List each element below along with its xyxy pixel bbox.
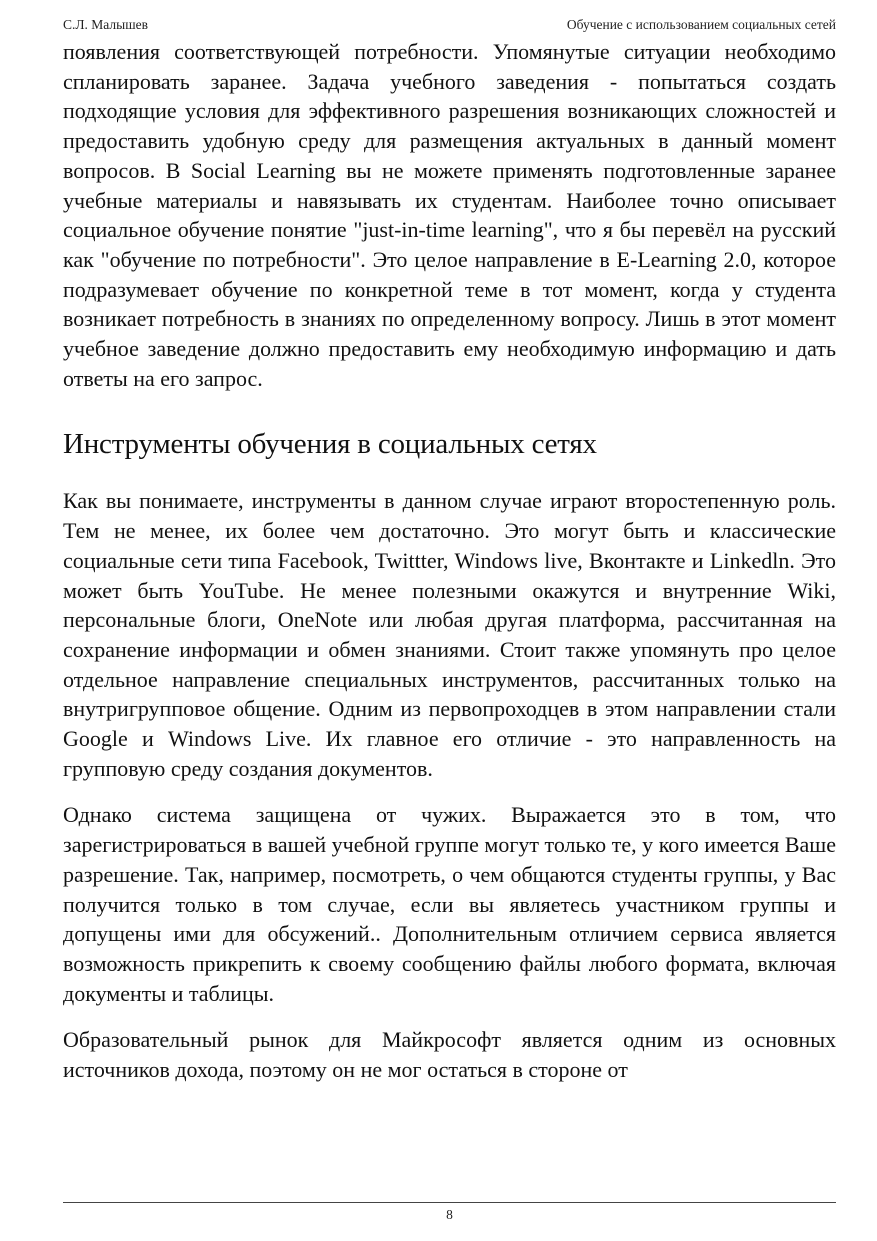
section-heading: Инструменты обучения в социальных сетях bbox=[63, 428, 597, 461]
footer-divider bbox=[63, 1202, 836, 1203]
document-page bbox=[63, 0, 836, 1241]
header-book-title: Обучение с использованием социальных сетей bbox=[566, 17, 836, 32]
page-content bbox=[63, 37, 836, 1085]
paragraph-continued: появления соответствующей потребности. Упомянутые ситуации необходимо спланировать заранее. Задача учебного заведения - попытаться создать подходящие условия для эффективного разрешения возникающих сложностей и предоставить удобную среду для размещения актуальных в данный момент вопросов. В Social Learning вы не можете применять подготовленные заранее учебные материалы и навязывать их студентам. Наиболее точно описывает социальное обучение понятие "just-in-time learning", что я бы перевёл на русский как "обучение по потребности". Это целое направление в E-Learning 2.0, которое подразумевает обучение по конкретной теме в тот момент, когда у студента возникает потребность в знаниях по определенному вопросу. Лишь в этот момент учебное заведение должно предоставить ему необходимую информацию и дать ответы на его запрос. bbox=[63, 39, 836, 391]
paragraph-tools: Как вы понимаете, инструменты в данном случае играют второстепенную роль. Тем не менее, их более чем достаточно. Это могут быть и классические социальные сети типа Facebook, Twittter, Windows live, Вконтакте и Linkedln. Это может быть YouTube. Не менее полезными окажутся и внутренние Wiki, персональные блоги, OneNote или любая другая платформа, рассчитанная на сохранение информации и обмен знаниями. Стоит также упомянуть про целое отдельное направление специальных инструментов, рассчитанных только на внутригрупповое общение. Одним из первопроходцев в этом направлении стали Google и Windows Live. Их главное его отличие - это направленность на групповую среду создания документов. bbox=[63, 488, 836, 781]
running-header bbox=[63, 16, 836, 34]
paragraph-market: Образовательный рынок для Майкрософт является одним из основных источников дохода, поэтому он не мог остаться в стороне от bbox=[63, 1027, 836, 1083]
paragraph-security: Однако система защищена от чужих. Выражается это в том, что зарегистрироваться в вашей учебной группе могут только те, у кого имеется Ваше разрешение. Так, например, посмотреть, о чем общаются студенты группы, у Вас получится только в том случае, если вы являетесь участником группы и допущены ими для обсужений.. Дополнительным отличием сервиса является возможность прикрепить к своему сообщению файлы любого формата, включая документы и таблицы. bbox=[63, 802, 836, 1006]
header-author: С.Л. Малышев bbox=[63, 17, 148, 32]
page-number: 8 bbox=[446, 1207, 453, 1222]
